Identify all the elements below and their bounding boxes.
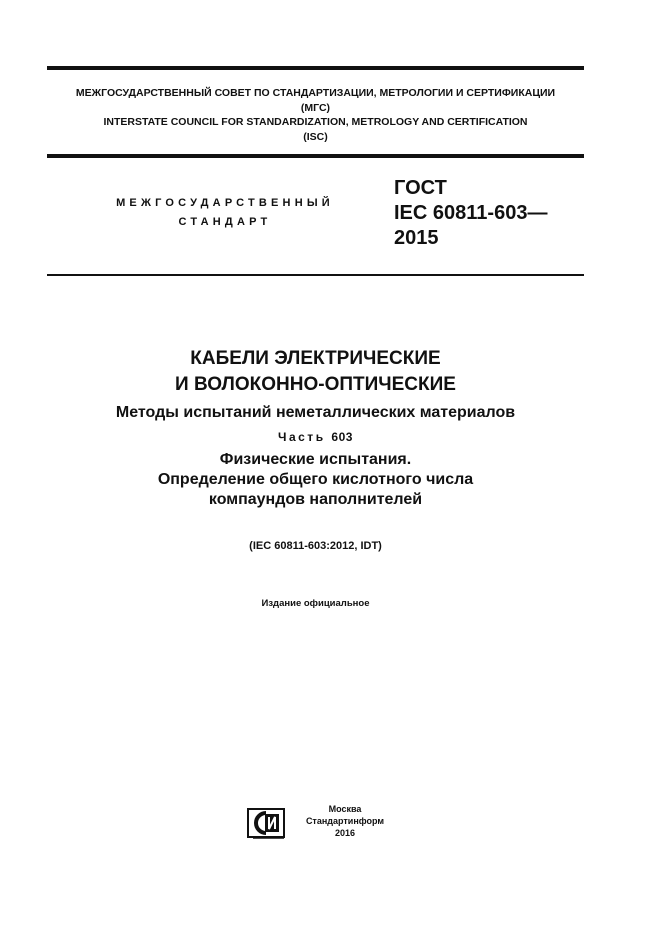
part-label — [47, 428, 584, 446]
edition-note: Издание официальное — [261, 598, 370, 609]
council-name-en: INTERSTATE COUNCIL FOR STANDARDIZATION, METROLOGY AND CERTIFICATION — [103, 116, 528, 128]
council-bottom-rule — [47, 154, 584, 158]
standard-kind-line1: МЕЖГОСУДАРСТВЕННЫЙ — [116, 197, 334, 209]
standard-kind — [85, 194, 365, 232]
gost-id-line3: 2015 — [394, 227, 439, 249]
publisher-block — [305, 803, 385, 839]
part-number: 603 — [331, 430, 353, 444]
gost-designation — [394, 176, 547, 251]
main-title-line1: КАБЕЛИ ЭЛЕКТРИЧЕСКИЕ — [190, 348, 441, 369]
standartinform-logo-svg — [245, 805, 287, 841]
title-block — [47, 346, 584, 610]
top-rule — [47, 66, 584, 70]
part-title-line2: Определение общего кислотного числа — [157, 471, 474, 488]
publisher-name: Стандартинформ — [305, 816, 385, 826]
council-abbr-ru: (МГС) — [300, 101, 331, 114]
subtitle: Методы испытаний неметаллических материалов — [115, 404, 516, 421]
council-name-ru: МЕЖГОСУДАРСТВЕННЫЙ СОВЕТ ПО СТАНДАРТИЗАЦИИ, МЕТРОЛОГИИ И СЕРТИФИКАЦИИ — [75, 87, 556, 99]
council-header — [47, 86, 584, 144]
standard-kind-line2: СТАНДАРТ — [178, 216, 272, 228]
part-title-line3: компаундов наполнителей — [208, 491, 423, 508]
publisher-year: 2016 — [334, 828, 356, 838]
main-title-line2: И ВОЛОКОННО-ОПТИЧЕСКИЕ — [175, 374, 456, 395]
council-abbr-en: (ISC) — [303, 130, 328, 143]
part-title — [47, 450, 584, 510]
gost-id-line2: IEC 60811-603— — [394, 202, 548, 224]
part-title-line1: Физические испытания. — [219, 451, 412, 468]
designation-bottom-rule — [47, 274, 584, 276]
main-title — [47, 346, 584, 398]
part-word: Часть — [278, 430, 326, 444]
gost-id-line1: ГОСТ — [394, 177, 447, 199]
iec-reference: (IEC 60811-603:2012, IDT) — [249, 540, 382, 552]
standartinform-logo-icon — [245, 805, 287, 841]
publisher-city: Москва — [328, 804, 362, 814]
